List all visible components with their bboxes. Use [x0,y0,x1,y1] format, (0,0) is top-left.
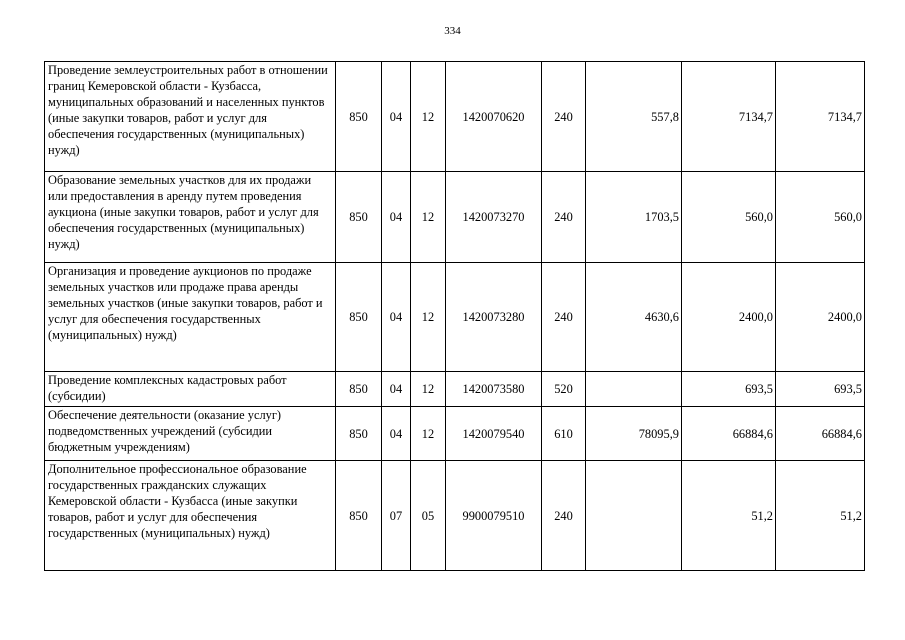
row-name-cell: Дополнительное профессиональное образование государственных гражданских служащих Кемеровской области - Кузбасса (иные закупки товаров, работ и услуг для обеспечения государственных (муниципальных) нужд) [45,461,336,571]
amount-2-cell: 51,2 [682,461,776,571]
target-article-cell: 1420073270 [446,172,542,263]
expense-type-cell: 240 [542,263,586,372]
target-article-cell: 1420073580 [446,372,542,407]
target-article-cell: 9900079510 [446,461,542,571]
subsection-code-cell: 12 [411,407,446,461]
department-code-cell: 850 [336,172,382,263]
row-name-cell: Проведение землеустроительных работ в отношении границ Кемеровской области - Кузбасса, муниципальных образований и населенных пунктов (иные закупки товаров, работ и услуг для обеспечения государственных (муниципальных) нужд) [45,62,336,172]
row-name-cell: Организация и проведение аукционов по продаже земельных участков или продаже права аренды земельных участков (иные закупки товаров, работ и услуг для обеспечения государственных (муниципальных) нужд) [45,263,336,372]
subsection-code-cell: 05 [411,461,446,571]
amount-1-cell: 78095,9 [586,407,682,461]
amount-1-cell: 557,8 [586,62,682,172]
target-article-cell: 1420070620 [446,62,542,172]
table-row [45,372,865,407]
subsection-code-cell: 12 [411,172,446,263]
department-code-cell: 850 [336,461,382,571]
table-row [45,461,865,571]
expense-type-cell: 240 [542,461,586,571]
amount-1-cell: 4630,6 [586,263,682,372]
section-code-cell: 07 [382,461,411,571]
subsection-code-cell: 12 [411,62,446,172]
amount-3-cell: 7134,7 [776,62,865,172]
department-code-cell: 850 [336,263,382,372]
amount-2-cell: 2400,0 [682,263,776,372]
amount-1-cell [586,461,682,571]
subsection-code-cell: 12 [411,372,446,407]
amount-3-cell: 66884,6 [776,407,865,461]
amount-3-cell: 560,0 [776,172,865,263]
row-name-cell: Образование земельных участков для их продажи или предоставления в аренду путем проведения аукциона (иные закупки товаров, работ и услуг для обеспечения государственных (муниципальных) нужд) [45,172,336,263]
expense-type-cell: 240 [542,172,586,263]
budget-table [44,61,865,571]
table-row [45,172,865,263]
row-name-cell: Проведение комплексных кадастровых работ (субсидии) [45,372,336,407]
table-row [45,407,865,461]
amount-1-cell: 1703,5 [586,172,682,263]
expense-type-cell: 520 [542,372,586,407]
section-code-cell: 04 [382,263,411,372]
section-code-cell: 04 [382,372,411,407]
page-number: 334 [444,25,461,37]
amount-2-cell: 693,5 [682,372,776,407]
amount-1-cell [586,372,682,407]
table-row [45,62,865,172]
amount-2-cell: 7134,7 [682,62,776,172]
section-code-cell: 04 [382,407,411,461]
department-code-cell: 850 [336,372,382,407]
target-article-cell: 1420073280 [446,263,542,372]
department-code-cell: 850 [336,62,382,172]
subsection-code-cell: 12 [411,263,446,372]
table-row [45,263,865,372]
expense-type-cell: 610 [542,407,586,461]
row-name-cell: Обеспечение деятельности (оказание услуг) подведомственных учреждений (субсидии бюджетным учреждениям) [45,407,336,461]
target-article-cell: 1420079540 [446,407,542,461]
department-code-cell: 850 [336,407,382,461]
amount-3-cell: 51,2 [776,461,865,571]
amount-3-cell: 2400,0 [776,263,865,372]
expense-type-cell: 240 [542,62,586,172]
amount-2-cell: 66884,6 [682,407,776,461]
section-code-cell: 04 [382,62,411,172]
section-code-cell: 04 [382,172,411,263]
amount-3-cell: 693,5 [776,372,865,407]
amount-2-cell: 560,0 [682,172,776,263]
